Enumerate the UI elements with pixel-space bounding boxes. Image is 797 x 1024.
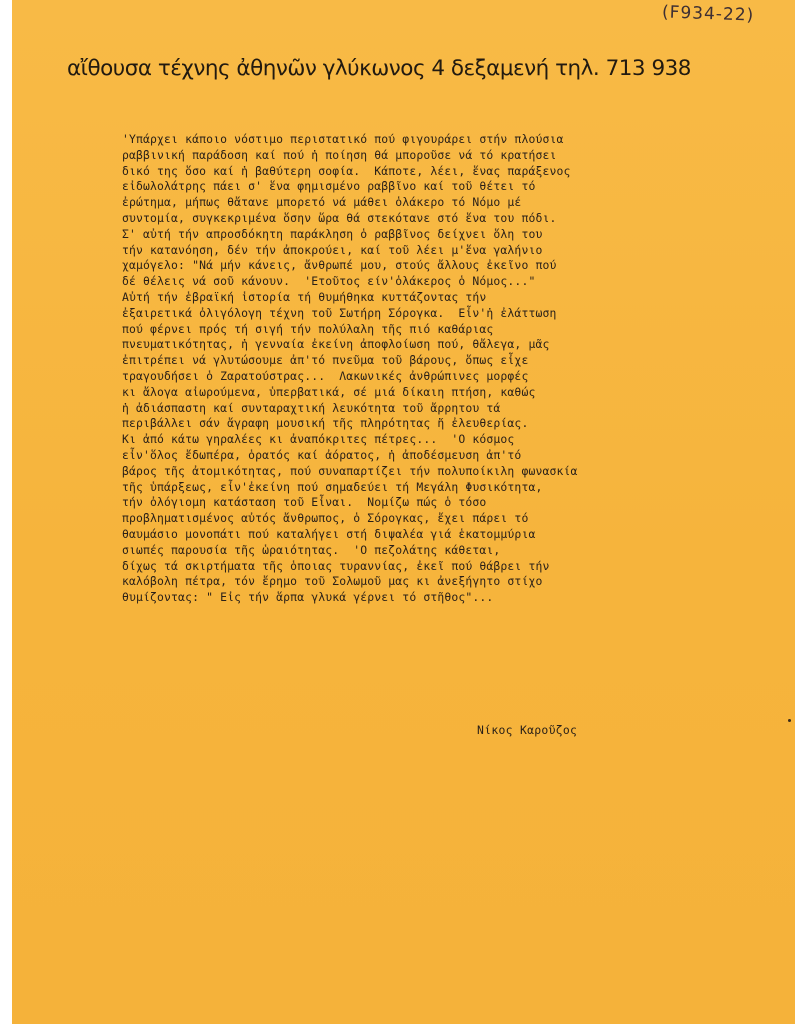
body-line: βάρος τῆς ἀτομικότητας, πού συναπαρτίζει τήν πολυποίκιλη φωνασκία: [122, 463, 578, 478]
body-line: θυμίζοντας: " Εἰς τήν ἅρπα γλυκά γέρνει τό στῆθος"...: [122, 590, 494, 605]
body-line: προβληματισμένος αὐτός ἄνθρωπος, ὁ Σόρογκας, ἔχει πάρει τό: [122, 511, 529, 526]
body-line: Αὐτή τήν ἑβραϊκή ἱστορία τή θυμήθηκα κυττάζοντας τήν: [122, 289, 487, 304]
body-line: ραββινική παράδοση καί πού ἡ ποίηση θά μποροῦσε νά τό κρατήσει: [122, 147, 557, 162]
letterhead: αἴθουσα τέχνης ἀθηνῶν γλύκωνος 4 δεξαμενή τηλ. 713 938: [67, 56, 691, 81]
body-line: κι ἄλογα αἰωρούμενα, ὑπερβατικά, σέ μιά δίκαιη πτήση, καθώς: [122, 384, 536, 399]
body-line: ἐπιτρέπει νά γλυτώσουμε ἀπ'τό πνεῦμα τοῦ βάρους, ὅπως εἶχε: [122, 353, 529, 368]
body-line: καλόβολη πέτρα, τόν ἔρημο τοῦ Σολωμοῦ μας κι ἀνεξήγητο στίχο: [122, 574, 543, 589]
ink-speck: [788, 719, 791, 722]
body-line: εἶν'ὅλος ἔδωπέρα, ὁρατός καί ἀόρατος, ἡ ἀποδέσμευση ἀπ'τό: [122, 447, 522, 462]
body-line: ἐξαιρετικά ὀλιγόλογη τέχνη τοῦ Σωτήρη Σόρογκα. Εἶν'ἡ ἐλάττωση: [122, 305, 557, 320]
body-line: δίχως τά σκιρτήματα τῆς ὁποιας τυραννίας, ἐκεῖ πού θάβρει τήν: [122, 558, 550, 573]
body-line: εἰδωλολάτρης πάει σ' ἕνα φημισμένο ραββῖνο καί τοῦ θέτει τό: [122, 179, 536, 194]
body-line: ἐρώτημα, μήπως θἄτανε μπορετό νά μάθει ὁλάκερο τό Νόμο μέ: [122, 195, 522, 210]
body-line: πού φέρνει πρός τή σιγή τήν πολύλαλη τῆς πιό καθάριας: [122, 321, 494, 336]
body-line: πνευματικότητας, ἡ γενναία ἐκείνη ἀποφλοίωση πού, θἄλεγα, μᾶς: [122, 337, 550, 352]
body-text: [122, 132, 722, 606]
body-line: σιωπές παρουσία τῆς ὡραιότητας. 'Ο πεζολάτης κάθεται,: [122, 542, 501, 557]
body-line: συντομία, συγκεκριμένα ὅσην ὥρα θά στεκότανε στό ἕνα του πόδι.: [122, 210, 557, 225]
body-line: ἡ ἀδιάσπαστη καί συνταραχτική λευκότητα τοῦ ἄρρητου τά: [122, 400, 501, 415]
body-line: τραγουδήσει ὁ Ζαρατούστρας... Λακωνικές ἀνθρώπινες μορφές: [122, 368, 529, 383]
body-line: τήν κατανόηση, δέν τήν ἀποκρούει, καί τοῦ λέει μ'ἕνα γαλήνιο: [122, 242, 543, 257]
body-line: χαμόγελο: "Νά μήν κάνεις, ἄνθρωπέ μου, στούς ἄλλους ἐκεῖνο πού: [122, 258, 557, 273]
body-line: Κι ἀπό κάτω γηραλέες κι ἀναπόκριτες πέτρες... 'Ο κόσμος: [122, 432, 515, 447]
paper-sheet: [12, 0, 795, 1024]
body-line: Σ' αὐτή τήν απροσδόκητη παράκληση ὁ ραββῖνος δείχνει ὅλη του: [122, 226, 543, 241]
body-line: 'Υπάρχει κάποιο νόστιμο περιστατικό πού φιγουράρει στήν πλούσια: [122, 132, 564, 146]
signature: Νίκος Καροῦζος: [477, 723, 578, 737]
body-line: τῆς ὑπάρξεως, εἶν'ἐκείνη πού σημαδεύει τή Μεγάλη Φυσικότητα,: [122, 479, 543, 494]
body-line: περιβάλλει σάν ἄγραφη μουσική τῆς πληρότητας ἤ ἐλευθερίας.: [122, 416, 529, 431]
body-line: δέ θέλεις νά σοῦ κάνουν. 'Ετοῦτος είν'ὁλάκερος ὁ Νόμος...": [122, 274, 536, 289]
body-line: τήν ὀλόγιομη κατάσταση τοῦ Εἶναι. Νομίζω πώς ὁ τόσο: [122, 495, 487, 510]
body-line: θαυμάσιο μονοπάτι πού καταλήγει στή διψαλέα γιά ἑκατομμύρια: [122, 526, 536, 541]
archive-code: (F934-22): [661, 2, 755, 26]
body-line: δικό της ὅσο καί ἡ βαθύτερη σοφία. Κάποτε, λέει, ἕνας παράξενος: [122, 163, 571, 178]
